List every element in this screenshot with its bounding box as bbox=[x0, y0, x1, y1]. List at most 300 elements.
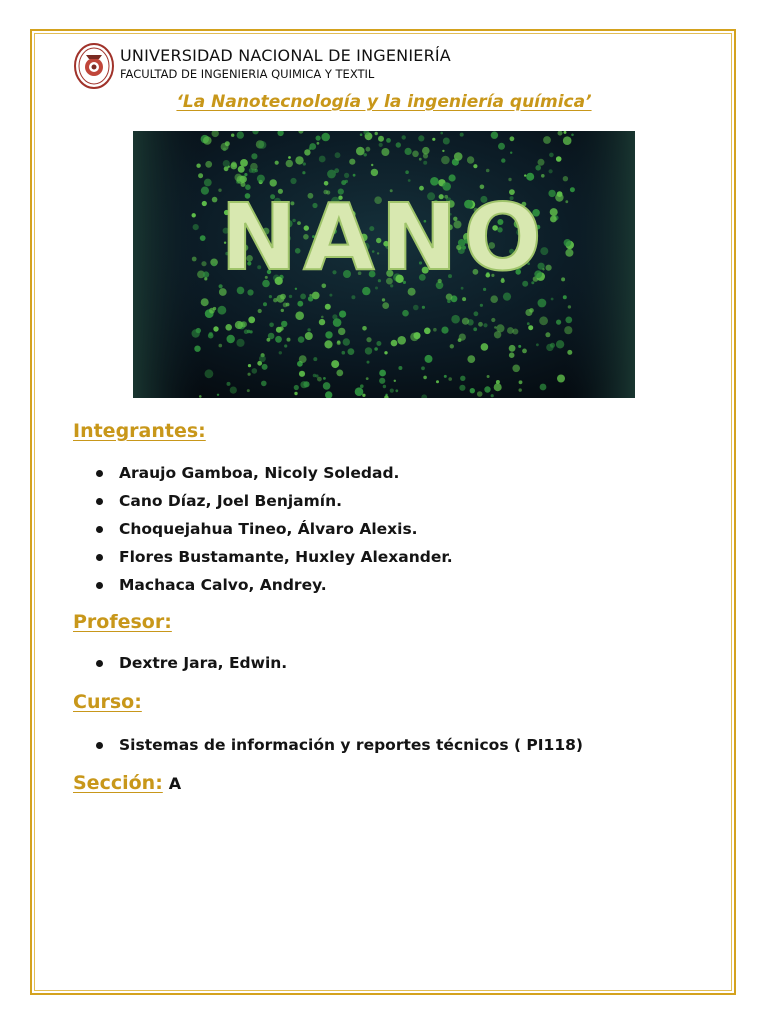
cover-particle bbox=[564, 131, 567, 134]
cover-particle bbox=[536, 343, 539, 346]
cover-particle bbox=[331, 360, 339, 368]
document-header bbox=[74, 43, 694, 93]
cover-particle bbox=[433, 328, 437, 332]
cover-particle bbox=[203, 136, 212, 145]
document-title: ‘La Nanotecnología y la ingeniería química’ bbox=[176, 92, 592, 112]
cover-particle bbox=[509, 352, 515, 358]
cover-particle bbox=[362, 394, 365, 397]
cover-particle bbox=[474, 311, 479, 316]
cover-particle bbox=[261, 381, 267, 387]
seccion-section bbox=[73, 772, 181, 794]
cover-particle bbox=[556, 320, 561, 325]
cover-particle bbox=[336, 370, 343, 377]
cover-particle bbox=[194, 346, 200, 352]
cover-particle bbox=[300, 294, 306, 300]
bullet-icon bbox=[96, 582, 103, 589]
cover-particle bbox=[462, 297, 466, 301]
cover-particle bbox=[441, 327, 448, 334]
integrante-name: Machaca Calvo, Andrey. bbox=[119, 576, 327, 594]
cover-particle bbox=[227, 335, 235, 343]
cover-particle bbox=[349, 159, 355, 165]
cover-particle bbox=[298, 336, 305, 343]
cover-particle bbox=[449, 174, 456, 181]
cover-particle bbox=[248, 373, 251, 376]
cover-particle bbox=[294, 392, 297, 395]
cover-particle bbox=[319, 156, 326, 163]
cover-particle bbox=[467, 355, 475, 363]
cover-particle bbox=[212, 197, 218, 203]
profesor-section bbox=[73, 611, 172, 633]
cover-particle bbox=[355, 387, 364, 396]
cover-particle bbox=[196, 164, 200, 168]
cover-particle bbox=[564, 326, 572, 334]
cover-particle bbox=[339, 311, 346, 318]
cover-particle bbox=[423, 161, 427, 165]
cover-particle bbox=[538, 299, 547, 308]
cover-particle bbox=[518, 345, 521, 348]
cover-particle bbox=[286, 160, 293, 167]
cover-particle bbox=[557, 375, 565, 383]
cover-particle bbox=[238, 166, 245, 173]
cover-particle bbox=[473, 327, 477, 331]
cover-particle bbox=[460, 376, 465, 381]
cover-particle bbox=[491, 394, 494, 397]
cover-particle bbox=[302, 171, 305, 174]
cover-particle bbox=[251, 153, 257, 159]
cover-particle bbox=[337, 341, 341, 345]
cover-particle bbox=[362, 326, 367, 331]
cover-particle bbox=[425, 355, 433, 363]
cover-particle bbox=[201, 187, 209, 195]
profesor-list bbox=[94, 649, 287, 677]
cover-particle bbox=[307, 328, 310, 331]
cover-particle bbox=[543, 136, 551, 144]
cover-particle bbox=[535, 165, 541, 171]
cover-particle bbox=[279, 351, 282, 354]
cover-particle bbox=[198, 173, 203, 178]
cover-particle bbox=[235, 321, 243, 329]
cover-particle bbox=[299, 355, 307, 363]
cover-particle bbox=[315, 374, 318, 377]
cover-particle bbox=[367, 361, 370, 364]
bullet-icon bbox=[96, 526, 103, 533]
integrantes-heading: Integrantes: bbox=[73, 420, 206, 442]
cover-particle bbox=[519, 388, 522, 391]
cover-particle bbox=[413, 305, 419, 311]
cover-particle bbox=[252, 368, 258, 374]
cover-particle bbox=[498, 143, 505, 150]
integrante-name: Cano Díaz, Joel Benjamín. bbox=[119, 492, 343, 510]
cover-particle bbox=[223, 160, 230, 167]
cover-particle bbox=[325, 304, 331, 310]
cover-particle bbox=[563, 176, 568, 181]
cover-particle bbox=[247, 330, 251, 334]
cover-particle bbox=[467, 156, 474, 163]
cover-particle bbox=[402, 310, 409, 317]
cover-particle bbox=[378, 136, 384, 142]
cover-particle bbox=[525, 309, 532, 316]
cover-particle bbox=[563, 295, 567, 299]
cover-particle bbox=[391, 340, 398, 347]
cover-particle bbox=[545, 332, 550, 337]
list-item bbox=[94, 487, 453, 515]
cover-particle bbox=[201, 261, 206, 266]
cover-particle bbox=[217, 394, 219, 396]
cover-particle bbox=[269, 295, 272, 298]
cover-particle bbox=[478, 322, 483, 327]
cover-particle bbox=[512, 365, 520, 373]
cover-particle bbox=[501, 158, 505, 162]
cover-particle bbox=[305, 332, 313, 340]
cover-particle bbox=[418, 135, 424, 141]
cover-particle bbox=[508, 178, 511, 181]
cover-particle bbox=[565, 200, 568, 203]
cover-particle bbox=[473, 164, 477, 168]
cover-particle bbox=[436, 380, 439, 383]
cover-particle bbox=[541, 174, 545, 178]
cover-particle bbox=[458, 338, 462, 342]
cover-particle bbox=[258, 309, 262, 313]
cover-particle bbox=[319, 319, 325, 325]
cover-particle bbox=[342, 351, 346, 355]
cover-particle bbox=[237, 176, 245, 184]
cover-particle bbox=[299, 371, 305, 377]
cover-particle bbox=[382, 298, 385, 301]
cover-particle bbox=[423, 376, 427, 380]
cover-particle bbox=[379, 370, 386, 377]
cover-particle bbox=[304, 149, 310, 155]
list-item bbox=[94, 515, 453, 543]
faculty-name: FACULTAD DE INGENIERIA QUIMICA Y TEXTIL bbox=[120, 67, 375, 81]
cover-particle bbox=[200, 235, 206, 241]
cover-particle bbox=[356, 147, 365, 156]
cover-particle bbox=[448, 377, 452, 381]
cover-particle bbox=[283, 303, 288, 308]
cover-particle bbox=[381, 148, 389, 156]
cover-particle bbox=[230, 387, 237, 394]
cover-particle bbox=[240, 159, 248, 167]
cover-particle bbox=[204, 277, 207, 280]
cover-particle bbox=[440, 132, 443, 135]
cover-particle bbox=[565, 317, 572, 324]
cover-particle bbox=[397, 336, 406, 345]
cover-particle bbox=[335, 152, 341, 158]
cover-particle bbox=[564, 239, 572, 247]
cover-particle bbox=[491, 132, 498, 139]
cover-particle bbox=[237, 131, 244, 138]
cover-particle bbox=[213, 326, 218, 331]
cover-particle bbox=[317, 142, 320, 145]
cover-particle bbox=[405, 148, 412, 155]
cover-particle bbox=[324, 340, 332, 348]
cover-particle bbox=[321, 133, 330, 142]
cover-particle bbox=[275, 161, 279, 165]
cover-particle bbox=[565, 249, 573, 257]
cover-particle bbox=[402, 135, 406, 139]
cover-particle bbox=[548, 190, 555, 197]
cover-particle bbox=[312, 292, 320, 300]
cover-particle bbox=[297, 301, 303, 307]
cover-particle bbox=[546, 344, 553, 351]
seccion-heading: Sección: bbox=[73, 772, 163, 794]
cover-particle bbox=[503, 293, 511, 301]
cover-particle bbox=[257, 175, 265, 183]
cover-particle bbox=[344, 173, 349, 178]
cover-particle bbox=[192, 213, 196, 217]
cover-particle bbox=[225, 324, 232, 331]
cover-particle bbox=[459, 385, 465, 391]
cover-particle bbox=[263, 302, 267, 306]
cover-particle bbox=[441, 156, 450, 165]
cover-particle bbox=[490, 295, 498, 303]
cover-particle bbox=[524, 174, 526, 176]
cover-particle bbox=[333, 318, 342, 327]
cover-particle bbox=[219, 344, 223, 348]
integrantes-list bbox=[94, 459, 453, 599]
cover-particle bbox=[323, 377, 326, 380]
cover-particle bbox=[510, 136, 515, 141]
cover-particle bbox=[390, 389, 394, 393]
cover-particle bbox=[447, 299, 451, 303]
cover-particle bbox=[379, 143, 383, 147]
cover-particle bbox=[419, 158, 422, 161]
cover-particle bbox=[570, 187, 575, 192]
cover-particle bbox=[213, 263, 216, 266]
cover-particle bbox=[549, 169, 553, 173]
cover-particle bbox=[327, 170, 336, 179]
cover-particle bbox=[563, 136, 572, 145]
cover-particle bbox=[321, 316, 324, 319]
cover-particle bbox=[323, 382, 331, 390]
cover-particle bbox=[480, 304, 483, 307]
cover-particle bbox=[231, 134, 234, 137]
list-item bbox=[94, 571, 453, 599]
cover-particle bbox=[383, 385, 386, 388]
cover-particle bbox=[571, 134, 574, 137]
cover-particle bbox=[209, 308, 215, 314]
cover-particle bbox=[196, 328, 201, 333]
list-item bbox=[94, 649, 287, 677]
cover-particle bbox=[325, 331, 332, 338]
cover-particle bbox=[247, 389, 250, 392]
curso-list bbox=[94, 731, 583, 759]
university-name: UNIVERSIDAD NACIONAL DE INGENIERÍA bbox=[120, 46, 451, 65]
cover-particle bbox=[273, 298, 277, 302]
cover-particle bbox=[366, 337, 371, 342]
cover-particle bbox=[280, 294, 286, 300]
cover-particle bbox=[424, 328, 431, 335]
cover-particle bbox=[451, 315, 460, 324]
cover-particle bbox=[527, 322, 530, 325]
cover-particle bbox=[345, 180, 348, 183]
cover-particle bbox=[414, 332, 421, 339]
cover-particle bbox=[259, 355, 266, 362]
cover-particle bbox=[281, 321, 287, 327]
cover-particle bbox=[360, 133, 363, 136]
cover-particle bbox=[526, 173, 534, 181]
cover-particle bbox=[371, 169, 378, 176]
cover-particle bbox=[193, 224, 199, 230]
cover-particle bbox=[487, 375, 490, 378]
cover-particle bbox=[460, 133, 464, 137]
cover-particle bbox=[204, 179, 212, 187]
cover-particle bbox=[202, 201, 207, 206]
cover-particle bbox=[494, 326, 497, 329]
cover-particle bbox=[375, 132, 378, 135]
cover-particle bbox=[555, 193, 563, 201]
cover-particle bbox=[405, 170, 409, 174]
cover-particle bbox=[408, 179, 411, 182]
cover-particle bbox=[281, 309, 284, 312]
profesor-name: Dextre Jara, Edwin. bbox=[119, 654, 288, 672]
cover-particle bbox=[491, 318, 495, 322]
cover-particle bbox=[244, 173, 247, 176]
cover-particle bbox=[303, 162, 306, 165]
cover-particle bbox=[509, 345, 516, 352]
cover-particle bbox=[343, 338, 350, 345]
cover-particle bbox=[454, 152, 463, 161]
cover-particle bbox=[386, 138, 391, 143]
cover-particle bbox=[539, 316, 548, 325]
cover-particle bbox=[394, 380, 396, 382]
cover-particle bbox=[364, 153, 367, 156]
cover-particle bbox=[360, 384, 364, 388]
cover-particle bbox=[446, 294, 453, 301]
cover-particle bbox=[294, 385, 299, 390]
cover-particle bbox=[528, 325, 533, 330]
cover-particle bbox=[365, 347, 372, 354]
cover-particle bbox=[567, 350, 572, 355]
cover-particle bbox=[382, 302, 389, 309]
cover-particle bbox=[295, 156, 303, 164]
bullet-icon bbox=[96, 470, 103, 477]
cover-particle bbox=[269, 323, 274, 328]
list-item bbox=[94, 543, 453, 571]
cover-particle bbox=[371, 164, 373, 166]
cover-particle bbox=[507, 327, 514, 334]
cover-particle bbox=[348, 348, 355, 355]
cover-particle bbox=[556, 156, 562, 162]
cover-particle bbox=[205, 161, 212, 168]
cover-particle bbox=[412, 151, 419, 158]
cover-image-nano bbox=[133, 131, 635, 398]
list-item bbox=[94, 459, 453, 487]
cover-particle bbox=[481, 343, 489, 351]
cover-particle bbox=[295, 311, 304, 320]
cover-particle bbox=[443, 138, 450, 145]
cover-particle bbox=[236, 339, 244, 347]
cover-particle bbox=[289, 295, 292, 298]
cover-particle bbox=[309, 143, 316, 150]
cover-particle bbox=[477, 391, 483, 397]
integrante-name: Choquejahua Tineo, Álvaro Alexis. bbox=[119, 520, 418, 538]
cover-particle bbox=[442, 150, 444, 152]
seccion-value: A bbox=[168, 774, 182, 793]
cover-particle bbox=[556, 340, 564, 348]
cover-particle bbox=[276, 327, 282, 333]
cover-particle bbox=[398, 366, 402, 370]
university-seal-icon bbox=[74, 43, 114, 89]
cover-particle bbox=[483, 323, 487, 327]
cover-particle bbox=[227, 382, 231, 386]
cover-particle bbox=[510, 152, 512, 154]
curso-section bbox=[73, 691, 142, 713]
cover-particle bbox=[462, 318, 469, 325]
cover-particle bbox=[199, 395, 202, 398]
cover-particle bbox=[300, 381, 307, 388]
list-item bbox=[94, 731, 583, 759]
cover-particle bbox=[248, 316, 255, 323]
cover-particle bbox=[248, 364, 251, 367]
cover-particle bbox=[561, 277, 565, 281]
cover-particle bbox=[395, 389, 398, 392]
cover-particle bbox=[484, 386, 490, 392]
cover-particle bbox=[351, 295, 355, 299]
cover-particle bbox=[550, 208, 558, 216]
bullet-icon bbox=[96, 742, 103, 749]
cover-particle bbox=[366, 147, 371, 152]
cover-particle bbox=[203, 271, 209, 277]
cover-particle bbox=[538, 159, 545, 166]
cover-particle bbox=[519, 380, 523, 384]
cover-particle bbox=[549, 153, 554, 158]
cover-particle bbox=[450, 344, 454, 348]
cover-particle bbox=[432, 138, 435, 141]
cover-image-word: NANO bbox=[220, 184, 548, 291]
cover-particle bbox=[258, 141, 266, 149]
cover-particle bbox=[192, 257, 197, 262]
cover-particle bbox=[267, 338, 271, 342]
cover-particle bbox=[422, 306, 425, 309]
cover-particle bbox=[522, 349, 527, 354]
cover-particle bbox=[209, 332, 213, 336]
cover-particle bbox=[329, 294, 332, 297]
integrante-name: Flores Bustamante, Huxley Alexander. bbox=[119, 548, 453, 566]
cover-particle bbox=[316, 136, 321, 141]
cover-particle bbox=[313, 357, 317, 361]
curso-name: Sistemas de información y reportes técnicos ( PI118) bbox=[119, 736, 583, 754]
cover-particle bbox=[376, 341, 381, 346]
cover-particle bbox=[568, 305, 571, 308]
integrante-name: Araujo Gamboa, Nicoly Soledad. bbox=[119, 464, 400, 482]
cover-particle bbox=[444, 375, 447, 378]
cover-particle bbox=[231, 162, 237, 168]
cover-particle bbox=[379, 378, 385, 384]
curso-heading: Curso: bbox=[73, 691, 142, 713]
cover-particle bbox=[284, 344, 287, 347]
cover-particle bbox=[422, 147, 430, 155]
cover-particle bbox=[221, 143, 229, 151]
cover-particle bbox=[421, 366, 425, 370]
cover-particle bbox=[262, 364, 268, 370]
cover-particle bbox=[249, 168, 254, 173]
profesor-heading: Profesor: bbox=[73, 611, 172, 633]
cover-particle bbox=[486, 169, 490, 173]
cover-particle bbox=[396, 142, 401, 147]
cover-particle bbox=[470, 388, 475, 393]
cover-particle bbox=[551, 298, 554, 301]
cover-particle bbox=[366, 377, 369, 380]
bullet-icon bbox=[96, 554, 103, 561]
bullet-icon bbox=[96, 498, 103, 505]
cover-particle bbox=[201, 298, 209, 306]
cover-particle bbox=[205, 369, 214, 378]
cover-particle bbox=[550, 216, 557, 223]
cover-particle bbox=[384, 351, 387, 354]
cover-particle bbox=[374, 347, 378, 351]
cover-particle bbox=[496, 324, 504, 332]
bullet-icon bbox=[96, 660, 103, 667]
